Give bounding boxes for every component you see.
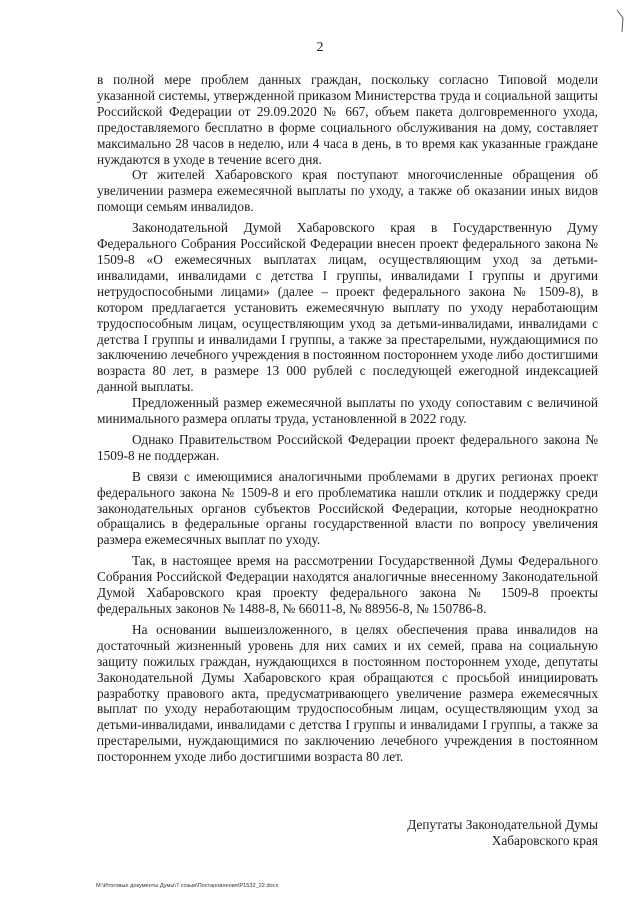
paragraph: Так, в настоящее время на рассмотрении Государственной Думы Федерального Собрания Российской Федерации находятся аналогичные внесенному Законодательной Думой Хабаровского края проекту федерального закона № 1509-8 проекты федеральных законов № 1488-8, № 66011-8, № 88956-8, № 150786-8. <box>97 553 598 616</box>
signature-line-1: Депутаты Законодательной Думы <box>407 817 598 832</box>
paragraph: в полной мере проблем данных граждан, поскольку согласно Типовой модели указанной системы, утвержденной приказом Министерства труда и социальной защиты Российской Федерации от 29.09.2020 № 667, объем пакета долговременного ухода, предоставляемого бесплатно в форме социального обслуживания на дому, составляет максимально 28 часов в неделю, или 4 часа в день, в то время как указанные граждане нуждаются в уходе в течение всего дня. <box>97 72 598 167</box>
paragraph: Законодательной Думой Хабаровского края в Государственную Думу Федерального Собрания Российской Федерации внесен проект федерального закона № 1509-8 «О ежемесячных выплатах лицам, осуществляющим уход за детьми-инвалидами, инвалидами с детства I группы, инвалидами I группы и другими нетрудоспособными лицами» (далее – проект федерального закона № 1509-8), в котором предлагается установить ежемесячную выплату по уходу неработающим трудоспособным лицам, осуществляющим уход за детьми-инвалидами, инвалидами с детства I группы и инвалидами I группы, а также за престарелыми, нуждающимися по заключению лечебного учреждения в постоянном постороннем уходе либо достигшими возраста 80 лет, в размере 13 000 рублей с последующей ежегодной индексацией данной выплаты. <box>97 220 598 395</box>
signature-line-2: Хабаровского края <box>491 833 598 848</box>
document-body <box>97 72 598 765</box>
paragraph: В связи с имеющимися аналогичными проблемами в других регионах проект федерального закона № 1509-8 и его проблематика нашли отклик и поддержку среди законодательных органов субъектов Российской Федерации, которые неоднократно обращались в федеральные органы государственной власти по вопросу увеличения размера ежемесячных выплат по уходу. <box>97 468 598 548</box>
footer-file-path: M:\Итоговые документы Думы\7 созыв\Постановления\P1532_22.docx <box>96 883 279 889</box>
paragraph: Предложенный размер ежемесячной выплаты по уходу сопоставим с величиной минимального размера оплаты труда, установленной в 2022 году. <box>97 395 598 427</box>
paragraph: От жителей Хабаровского края поступают многочисленные обращения об увеличении размера ежемесячной выплаты по уходу, а также об оказании иных видов помощи семьям инвалидов. <box>97 167 598 215</box>
corner-check-mark <box>614 8 626 34</box>
signature-block <box>407 817 598 849</box>
paragraph: Однако Правительством Российской Федерации проект федерального закона № 1509-8 не поддержан. <box>97 431 598 463</box>
paragraph: На основании вышеизложенного, в целях обеспечения права инвалидов на достаточный жизненный уровень для них самих и их семей, права на социальную защиту пожилых граждан, нуждающихся в постоянном постороннем уходе, депутаты Законодательной Думы Хабаровского края обращаются с просьбой инициировать разработку правового акта, предусматривающего увеличение размера ежемесячных выплат по уходу неработающим трудоспособным лицам, осуществляющим уход за детьми-инвалидами, инвалидами с детства I группы и инвалидами I группы, а также за престарелыми, нуждающимися по заключению лечебного учреждения в постоянном постороннем уходе либо достигшими возраста 80 лет. <box>97 621 598 765</box>
page-number: 2 <box>316 40 324 55</box>
